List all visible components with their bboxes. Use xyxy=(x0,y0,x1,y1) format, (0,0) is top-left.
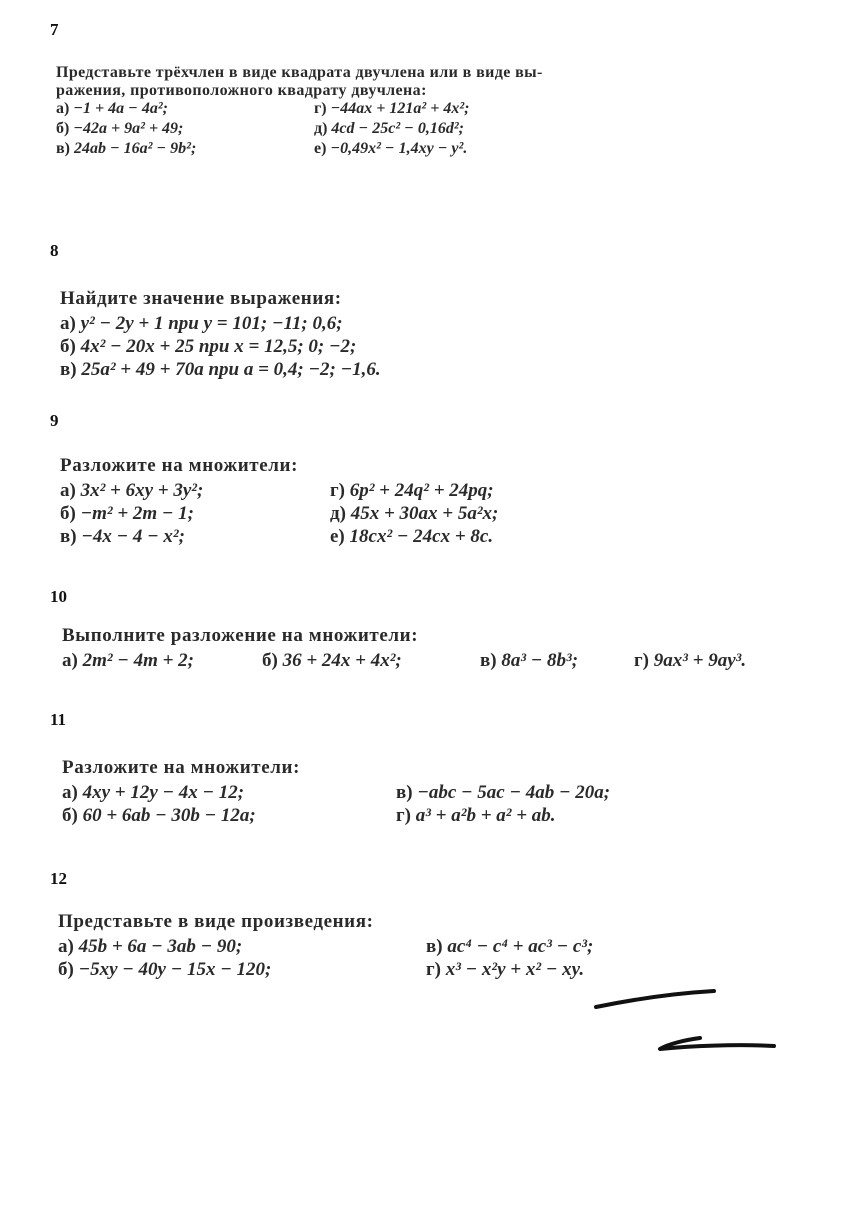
task-item: б) −m² + 2m − 1; xyxy=(60,503,195,524)
task-item: г) a³ + a²b + a² + ab. xyxy=(396,805,556,826)
arrow-stroke xyxy=(660,1038,774,1049)
problem-title-line: ражения, противоположного квадрату двучлена: xyxy=(56,82,427,99)
task-item: а) 2m² − 4m + 2; xyxy=(62,650,194,671)
task-item: а) 45b + 6a − 3ab − 90; xyxy=(58,936,243,957)
problem-title-line: Разложите на множители: xyxy=(60,455,299,476)
task-item: б) 60 + 6ab − 30b − 12a; xyxy=(62,805,256,826)
problem-title-line: Разложите на множители: xyxy=(62,757,301,778)
problem-title-line: Представьте трёхчлен в виде квадрата двучлена или в виде вы- xyxy=(56,64,543,81)
task-item: а) y² − 2y + 1 при y = 101; −11; 0,6; xyxy=(60,313,343,334)
problem-title-line: Выполните разложение на множители: xyxy=(62,625,419,646)
problem-number: 7 xyxy=(50,20,59,39)
task-item: б) −42a + 9a² + 49; xyxy=(56,120,184,137)
problem-number: 12 xyxy=(50,869,67,888)
problem-title-line: Найдите значение выражения: xyxy=(60,288,342,309)
task-item: в) 25a² + 49 + 70a при a = 0,4; −2; −1,6. xyxy=(60,359,381,380)
task-item: а) 3x² + 6xy + 3y²; xyxy=(60,480,204,501)
problem-number: 10 xyxy=(50,587,67,606)
task-item: г) 9ax³ + 9ay³. xyxy=(634,650,747,671)
task-item: д) 45x + 30ax + 5a²x; xyxy=(330,503,499,524)
problem-number: 8 xyxy=(50,241,59,260)
task-item: б) 36 + 24x + 4x²; xyxy=(262,650,402,671)
task-item: г) x³ − x²y + x² − xy. xyxy=(426,959,585,980)
task-item: в) 24ab − 16a² − 9b²; xyxy=(56,140,197,157)
task-item: е) 18cx² − 24cx + 8c. xyxy=(330,526,494,547)
underline-stroke xyxy=(596,991,714,1007)
task-item: в) ac⁴ − c⁴ + ac³ − c³; xyxy=(426,936,594,957)
task-item: а) −1 + 4a − 4a²; xyxy=(56,100,168,117)
task-item: г) −44ax + 121a² + 4x²; xyxy=(314,100,470,117)
task-item: в) 8a³ − 8b³; xyxy=(480,650,579,671)
task-item: б) 4x² − 20x + 25 при x = 12,5; 0; −2; xyxy=(60,336,357,357)
problem-number: 11 xyxy=(50,710,67,729)
task-item: в) −4x − 4 − x²; xyxy=(60,526,185,547)
task-item: а) 4xy + 12y − 4x − 12; xyxy=(62,782,245,803)
problem-number: 9 xyxy=(50,411,59,430)
problem-title-line: Представьте в виде произведения: xyxy=(58,911,374,932)
task-item: е) −0,49x² − 1,4xy − y². xyxy=(314,140,468,157)
task-item: б) −5xy − 40y − 15x − 120; xyxy=(58,959,272,980)
task-item: г) 6p² + 24q² + 24pq; xyxy=(330,480,494,501)
task-item: в) −abc − 5ac − 4ab − 20a; xyxy=(396,782,611,803)
task-item: д) 4cd − 25c² − 0,16d²; xyxy=(314,120,464,137)
